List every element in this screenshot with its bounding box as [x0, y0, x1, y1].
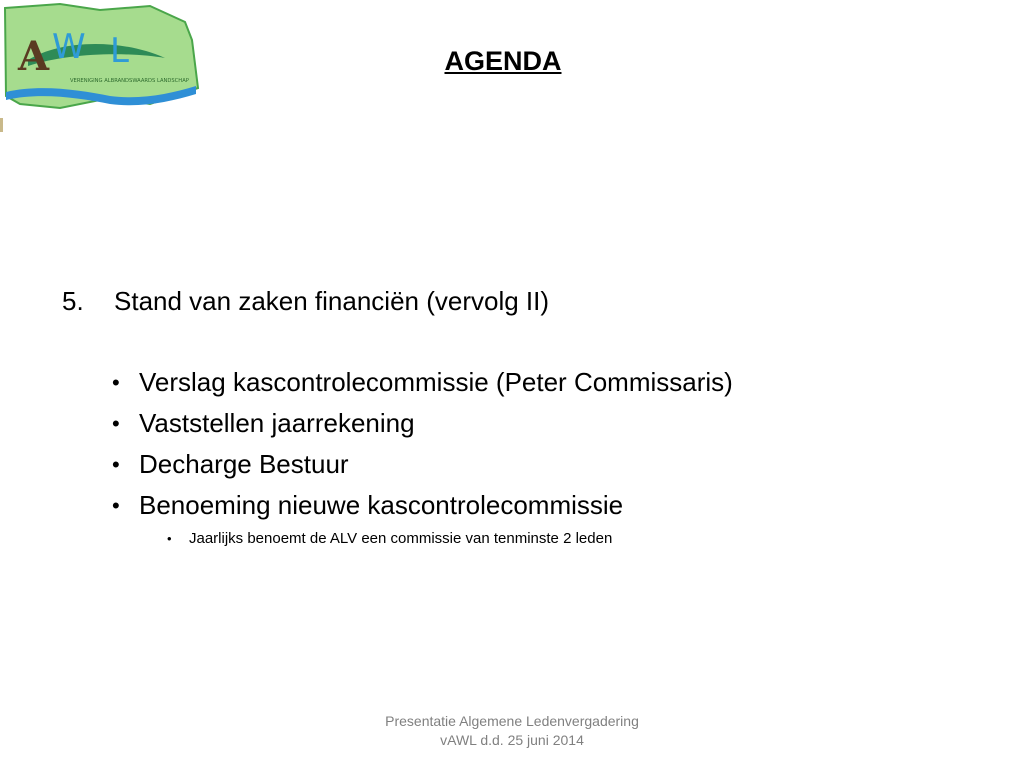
agenda-content	[62, 284, 962, 550]
subbullet-item: • Jaarlijks benoemt de ALV een commissie van tenminste 2 leden	[167, 528, 962, 550]
agenda-item-5	[62, 284, 962, 318]
agenda-item-heading: Stand van zaken financiën (vervolg II)	[114, 286, 550, 316]
svg-text:L: L	[110, 31, 129, 71]
logo-subtext: VERENIGING ALBRANDSWAARDS LANDSCHAP	[70, 78, 189, 84]
slide-title: AGENDA	[444, 46, 562, 76]
bullet-item: • Vaststellen jaarrekening	[112, 403, 962, 444]
agenda-item-number: 5.	[62, 286, 84, 316]
bullet-item: • Decharge Bestuur	[112, 444, 962, 485]
footer-line-1: Presentatie Algemene Ledenvergadering	[385, 713, 639, 729]
slide-footer	[312, 712, 712, 750]
footer-line-2: vAWL d.d. 25 juni 2014	[440, 732, 584, 748]
bullet-item: • Benoeming nieuwe kascontrolecommissie	[112, 485, 962, 526]
bullet-item: • Verslag kascontrolecommissie (Peter Commissaris)	[112, 362, 962, 403]
logo-edge-strip	[0, 118, 3, 132]
svg-text:W: W	[52, 27, 86, 67]
svg-text:A: A	[18, 33, 50, 80]
agenda-bullet-list	[112, 362, 962, 526]
agenda-subbullet-list	[167, 528, 962, 550]
